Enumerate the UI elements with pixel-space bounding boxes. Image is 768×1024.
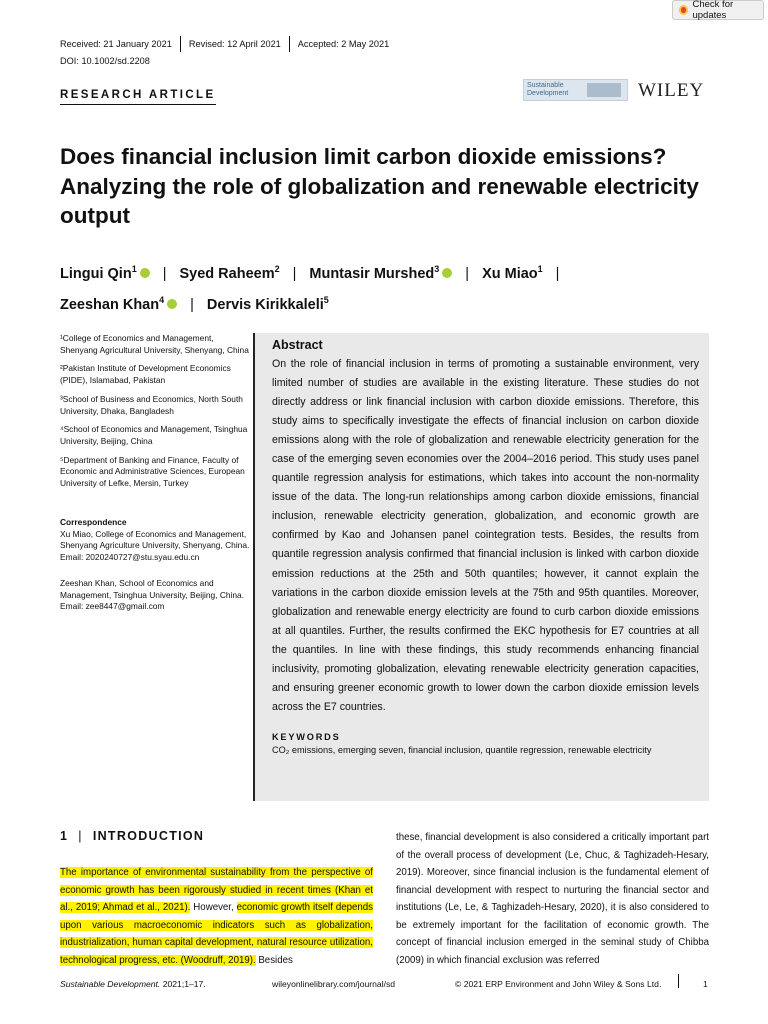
author[interactable]: Dervis Kirikkaleli$^5$ bbox=[206, 294, 329, 313]
abstract-box bbox=[253, 333, 709, 801]
body-text: Besides bbox=[255, 954, 293, 966]
body-text: However, bbox=[190, 902, 237, 913]
journal-logo-figure bbox=[587, 83, 621, 97]
update-icon bbox=[679, 5, 688, 15]
orcid-icon[interactable] bbox=[140, 268, 150, 278]
publisher-logo: WILEY bbox=[638, 80, 705, 101]
section-number: 1 bbox=[60, 829, 69, 843]
footer-journal: Sustainable Development. bbox=[60, 979, 161, 989]
page-number: 1 bbox=[703, 979, 708, 989]
body-column-right: these, financial development is also considered a critically important part of the overall process of development (Le, Chuc, & Taghizadeh-Hesary, 2019). Moreover, since financial inclusion is the fundamental element of financial development with respect to nurturing the financial sector and institutions (Le, Le, & Taghizadeh-Hesary, 2020), it is also considered to be extremely important for the facilitation of economic growth. The concept of financial inclusion emerged in the seminal study of Chibba (2009) in which financial exclusion was referred bbox=[396, 832, 709, 966]
affiliation: ⁵Department of Banking and Finance, Faculty of Economic and Administrative Sciences, European University of Lefke, Mersin, Turkey bbox=[60, 454, 245, 489]
divider bbox=[678, 974, 679, 988]
history-dates bbox=[60, 39, 397, 52]
journal-logo bbox=[523, 79, 628, 101]
footer-url[interactable]: wileyonlinelibrary.com/journal/sd bbox=[272, 979, 396, 989]
check-for-updates-label: Check for updates bbox=[692, 0, 734, 21]
author[interactable]: Syed Raheem$^2$ bbox=[179, 264, 280, 282]
journal-logo-text: Sustainable Development bbox=[527, 82, 569, 97]
affiliation: ⁴School of Economics and Management, Tsinghua University, Beijing, China bbox=[60, 424, 248, 446]
author[interactable]: Lingui Qin$^1$ bbox=[60, 266, 150, 282]
abstract-text: On the role of financial inclusion in terms of promoting a sustainable environment, very limited number of studies are available in the existing literature. These studies do not directly address or link financial inclusion with carbon dioxide emissions. Therefore, this study aims to specifically investigate the effects of financial inclusion on carbon dioxide emissions along with the role of globalization and renewable electricity generation for the case of the emerging seven economies over the 2004–2016 period. This study uses panel quantile regression analysis for estimations, which takes into account the non-normality issue of the data. The long-run relationships among carbon dioxide emissions, financial inclusion, renewable electricity generation, globalization, and economic growth are confirmed by Kao and Johansen panel cointegration tests. Besides, the results from quantile regression analysis confirmed that financial inclusion is linked with carbon dioxide emission reductions at the 25th and 50th quantiles; however, it cannot explain the variations in the carbon dioxide emission levels at the 75th and 95th quantiles. Moreover, globalization and renewable energy electricity are found to curb carbon dioxide emissions at all quantiles. Further, the results confirmed the EKC hypothesis for E7 countries at all the quantiles. In line with these findings, this study recommends enhancing financial inclusivity, promoting globalization, elevating renewable electricity generation capacities, and ensuring greener economic growth to lower down the carbon dioxide emission levels across the E7 countries. bbox=[272, 358, 699, 713]
orcid-icon[interactable] bbox=[442, 268, 452, 278]
section-heading: 1 | INTRODUCTION bbox=[60, 829, 205, 843]
affiliations bbox=[60, 333, 250, 497]
author-list: Lingui Qin$^1$ | Syed Raheem$^2$ | Muntasir Murshed$^3$ | Xu Miao$^1$ | Zeeshan Khan$^4$ | Dervis Kirikkaleli$^5$ bbox=[60, 264, 560, 313]
article-title: Does financial inclusion limit carbon dioxide emissions? Analyzing the role of globalization and renewable electricity output bbox=[60, 144, 699, 228]
correspondence-heading: Correspondence bbox=[60, 517, 127, 527]
author[interactable]: Zeeshan Khan$^4$ bbox=[60, 297, 177, 313]
body-column-left bbox=[60, 864, 373, 969]
affiliation: ²Pakistan Institute of Development Economics (PIDE), Islamabad, Pakistan bbox=[60, 363, 231, 386]
affiliation: ¹College of Economics and Management, Shenyang Agricultural University, Shenyang, China bbox=[60, 333, 249, 355]
article-type: RESEARCH ARTICLE bbox=[60, 89, 216, 105]
footer-copyright: © 2021 ERP Environment and John Wiley & Sons Ltd. bbox=[455, 979, 662, 989]
accepted-date: Accepted: 2 May 2021 bbox=[297, 39, 390, 49]
author[interactable]: Xu Miao$^1$ bbox=[482, 264, 543, 282]
highlighted-text: The importance of environmental sustainability from the perspective of economic growth has been rigorously studied in recent times (Khan et al., 2019; Ahmad et al., 2021). bbox=[60, 867, 373, 913]
correspondence bbox=[60, 517, 250, 613]
keywords-heading: KEYWORDS bbox=[272, 731, 341, 742]
footer-pages: 2021;1–17. bbox=[160, 979, 206, 989]
check-for-updates-button[interactable] bbox=[672, 0, 764, 20]
abstract-heading: Abstract bbox=[272, 338, 323, 352]
correspondence-email[interactable]: Email: 2020240727@stu.syau.edu.cn bbox=[60, 552, 200, 563]
section-title: INTRODUCTION bbox=[92, 829, 205, 843]
correspondence-entry: Xu Miao, College of Economics and Management, Shenyang Agriculture University, Shenyang, China. bbox=[60, 528, 250, 551]
correspondence-entry: Zeeshan Khan, School of Economics and Management, Tsinghua University, Beijing, China. bbox=[60, 577, 245, 600]
doi[interactable]: DOI: 10.1002/sd.2208 bbox=[60, 56, 150, 66]
affiliation: ³School of Business and Economics, North South University, Dhaka, Bangladesh bbox=[60, 393, 243, 416]
correspondence-email[interactable]: Email: zee8447@gmail.com bbox=[60, 601, 165, 612]
divider bbox=[180, 36, 181, 52]
highlighted-text: economic growth itself depends upon various macroeconomic indicators such as globalization, industrialization, human capital development, natural resource utilization, technological progress, etc. (Woodruff, 2019). bbox=[60, 902, 373, 966]
revised-date: Revised: 12 April 2021 bbox=[188, 39, 281, 49]
footer-citation bbox=[60, 979, 206, 989]
received-date: Received: 21 January 2021 bbox=[60, 39, 172, 49]
divider bbox=[289, 36, 290, 52]
author[interactable]: Muntasir Murshed$^3$ bbox=[309, 266, 452, 282]
orcid-icon[interactable] bbox=[167, 299, 177, 309]
keywords: CO₂ emissions, emerging seven, financial inclusion, quantile regression, renewable electricity bbox=[272, 744, 652, 755]
